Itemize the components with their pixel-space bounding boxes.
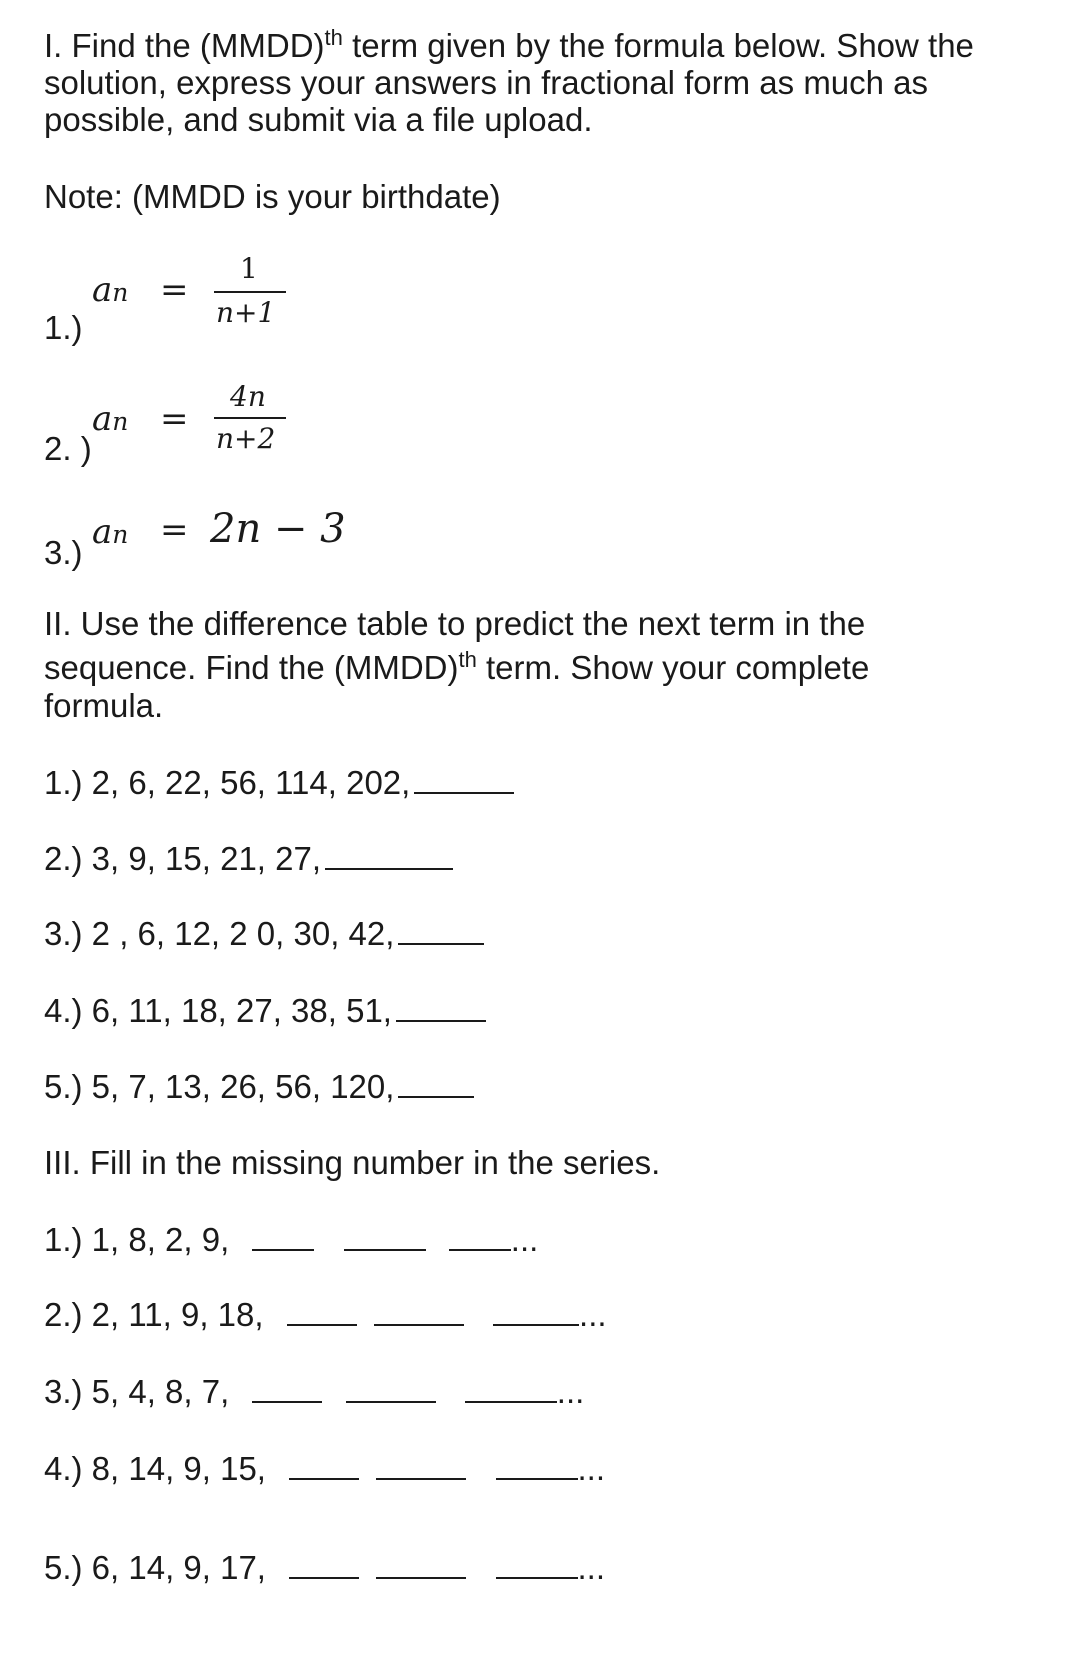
answer-blank[interactable] (346, 1401, 436, 1403)
answer-blank[interactable] (252, 1249, 314, 1251)
answer-blank[interactable] (376, 1577, 466, 1579)
answer-blank[interactable] (496, 1478, 578, 1480)
answer-blank[interactable] (414, 792, 514, 794)
fraction-bar (214, 291, 286, 293)
formula-denominator: n+2 (216, 422, 276, 455)
formula-equals: = (160, 270, 189, 310)
series-item-5: 5.) 6, 14, 9, 17, ... (44, 1549, 606, 1586)
answer-blank[interactable] (374, 1324, 464, 1326)
section2-line2: sequence. Find the (MMDD)$^{th}$ term. Show your complete (44, 647, 870, 686)
sequence-item-4: 4.) 6, 11, 18, 27, 38, 51, (44, 991, 486, 1031)
answer-blank[interactable] (289, 1478, 359, 1480)
formula-label: 1.) (44, 309, 83, 346)
answer-blank[interactable] (493, 1324, 579, 1326)
answer-blank[interactable] (344, 1249, 426, 1251)
answer-blank[interactable] (398, 943, 484, 945)
formula-lhs: an (92, 270, 129, 310)
series-item-4: 4.) 8, 14, 9, 15, ... (44, 1450, 606, 1487)
formula-numerator: 4n (230, 380, 266, 413)
formula-numerator: 1 (240, 252, 258, 285)
answer-blank[interactable] (496, 1577, 578, 1579)
series-item-3: 3.) 5, 4, 8, 7, ... (44, 1373, 585, 1410)
formula-rhs: 2n − 3 (210, 506, 346, 552)
formula-equals: = (160, 510, 189, 550)
answer-blank[interactable] (449, 1249, 511, 1251)
series-item-2: 2.) 2, 11, 9, 18, ... (44, 1296, 607, 1333)
section1-line3: possible, and submit via a file upload. (44, 101, 593, 138)
section1-note: Note: (MMDD is your birthdate) (44, 178, 501, 215)
sequence-item-1: 1.) 2, 6, 22, 56, 114, 202, (44, 763, 514, 803)
answer-blank[interactable] (325, 868, 453, 870)
formula-label: 3.) (44, 534, 83, 571)
answer-blank[interactable] (398, 1096, 474, 1098)
sequence-item-3: 3.) 2 , 6, 12, 2 0, 30, 42, (44, 914, 484, 954)
answer-blank[interactable] (289, 1577, 359, 1579)
formula-denominator: n+1 (216, 296, 276, 329)
sequence-item-5: 5.) 5, 7, 13, 26, 56, 120, (44, 1067, 474, 1107)
answer-blank[interactable] (287, 1324, 357, 1326)
formula-lhs: an (92, 399, 129, 439)
section3-title: III. Fill in the missing number in the series. (44, 1144, 661, 1181)
sequence-item-2: 2.) 3, 9, 15, 21, 27, (44, 839, 453, 879)
fraction-bar (214, 417, 286, 419)
series-item-1: 1.) 1, 8, 2, 9, ... (44, 1221, 539, 1258)
formula-label: 2. ) (44, 430, 92, 467)
answer-blank[interactable] (376, 1478, 466, 1480)
answer-blank[interactable] (465, 1401, 557, 1403)
answer-blank[interactable] (252, 1401, 322, 1403)
formula-lhs: an (92, 512, 129, 552)
section2-line1: II. Use the difference table to predict the next term in the (44, 605, 866, 642)
formula-equals: = (160, 399, 189, 439)
answer-blank[interactable] (396, 1020, 486, 1022)
section1-line2: solution, express your answers in fractional form as much as (44, 64, 929, 101)
section1-line1: I. Find the (MMDD)$^{th}$ term given by the formula below. Show the (44, 25, 974, 64)
section2-line3: formula. (44, 687, 164, 724)
